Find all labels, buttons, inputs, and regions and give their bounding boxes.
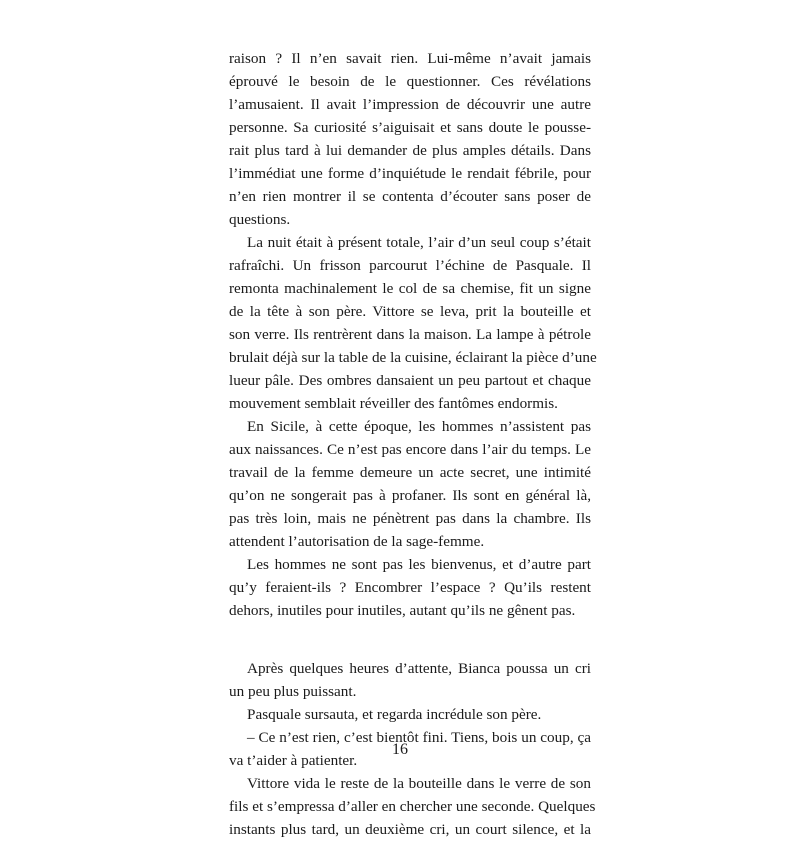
- text-line: Après quelques heures d’attente, Bianca poussa un cri: [247, 660, 591, 677]
- text-line: aux naissances. Ce n’est pas encore dans l’air du temps. Le: [229, 441, 591, 458]
- paragraph: [229, 231, 597, 415]
- text-line: brulait déjà sur la table de la cuisine, éclairant la pièce d’une: [229, 349, 597, 366]
- text-line: – Ce n’est rien, c’est bientôt fini. Tiens, bois un coup, ça: [247, 729, 591, 746]
- text-line: Pasquale sursauta, et regarda incrédule son père.: [247, 706, 542, 723]
- text-line: qu’on ne songerait pas à profaner. Ils sont en général là,: [229, 487, 591, 504]
- text-line: va t’aider à patienter.: [229, 752, 358, 769]
- text-line: pas très loin, mais ne pénètrent pas dans la chambre. Ils: [229, 510, 591, 527]
- text-line: de la tête à son père. Vittore se leva, prit la bouteille et: [229, 303, 591, 320]
- text-line: dehors, inutiles pour inutiles, autant qu’ils ne gênent pas.: [229, 602, 576, 619]
- text-line: qu’y feraient-ils ? Encombrer l’espace ? Qu’ils restent: [229, 579, 591, 596]
- text-line: l’immédiat une forme d’inquiétude le rendait fébrile, pour: [229, 165, 591, 182]
- text-line: Vittore vida le reste de la bouteille dans le verre de son: [247, 775, 591, 792]
- text-line: un peu plus puissant.: [229, 683, 357, 700]
- paragraph: [229, 772, 596, 841]
- text-line: l’amusaient. Il avait l’impression de découvrir une autre: [229, 96, 591, 113]
- paragraph: [229, 703, 591, 726]
- text-line: lueur pâle. Des ombres dansaient un peu partout et chaque: [229, 372, 591, 389]
- text-line: personne. Sa curiosité s’aiguisait et sans doute le pousse-: [229, 119, 591, 136]
- text-line: travail de la femme demeure un acte secret, une intimité: [229, 464, 591, 481]
- paragraph: [229, 553, 591, 622]
- text-line: raison ? Il n’en savait rien. Lui-même n’avait jamais: [229, 50, 591, 67]
- text-line: attendent l’autorisation de la sage-femme.: [229, 533, 485, 550]
- text-line: rait plus tard à lui demander de plus amples détails. Dans: [229, 142, 591, 159]
- text-line: Les hommes ne sont pas les bienvenus, et d’autre part: [247, 556, 591, 573]
- text-line: n’en rien montrer il se contenta d’écouter sans poser de: [229, 188, 591, 205]
- text-line: instants plus tard, un deuxième cri, un court silence, et la: [229, 821, 591, 838]
- paragraph: [229, 415, 591, 553]
- section-break: [229, 622, 591, 657]
- text-line: questions.: [229, 211, 291, 228]
- text-line: En Sicile, à cette époque, les hommes n’assistent pas: [247, 418, 591, 435]
- text-line: La nuit était à présent totale, l’air d’un seul coup s’était: [247, 234, 591, 251]
- text-line: fils et s’empressa d’aller en chercher une seconde. Quelques: [229, 798, 596, 815]
- text-line: son verre. Ils rentrèrent dans la maison. La lampe à pétrole: [229, 326, 591, 343]
- paragraph: [229, 657, 591, 703]
- text-line: remonta machinalement le col de sa chemise, fit un signe: [229, 280, 591, 297]
- text-line: éprouvé le besoin de le questionner. Ces révélations: [229, 73, 591, 90]
- paragraph: [229, 47, 591, 231]
- body-text: [229, 47, 597, 841]
- text-line: mouvement semblait réveiller des fantômes endormis.: [229, 395, 558, 412]
- page-number: 16: [392, 741, 408, 758]
- text-line: rafraîchi. Un frisson parcourut l’échine de Pasquale. Il: [229, 257, 591, 274]
